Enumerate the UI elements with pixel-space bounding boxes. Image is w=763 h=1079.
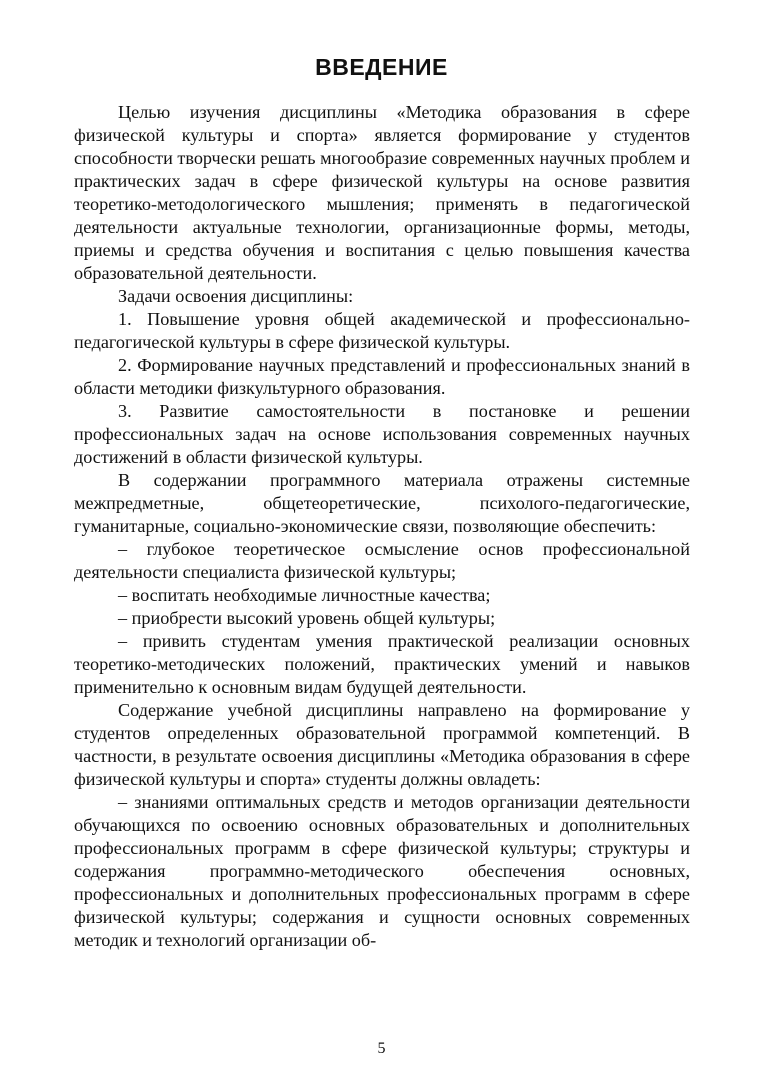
page-title: ВВЕДЕНИЕ — [315, 54, 448, 80]
paragraph: Целью изучения дисциплины «Методика образования в сфере физической культуры и спорта» является формирование у студентов способности творчески решать многообразие современных научных проблем и практических задач в сфере физической культуры на основе развития теоретико-методологического мышления; применять в педагогической деятельности актуальные технологии, организационные формы, методы, приемы и средства обучения и воспитания с целью повышения качества образовательной деятельности. — [74, 102, 690, 283]
list-item: – глубокое теоретическое осмысление основ профессиональной деятельности специалиста физической культуры; — [74, 539, 690, 582]
list-item: – привить студентам умения практической реализации основных теоретико-методических положений, практических умений и навыков применительно к основным видам будущей деятельности. — [74, 631, 690, 697]
list-item: – приобрести высокий уровень общей культуры; — [118, 608, 496, 628]
page-number: 5 — [377, 1040, 386, 1057]
paragraph: Содержание учебной дисциплины направлено на формирование у студентов определенных образовательной программой компетенций. В частности, в результате освоения дисциплины «Методика образования в сфере физической культуры и спорта» студенты должны овладеть: — [74, 700, 690, 789]
list-item: 2. Формирование научных представлений и профессиональных знаний в области методики физкультурного образования. — [74, 355, 690, 398]
paragraph: Задачи освоения дисциплины: — [118, 286, 354, 306]
list-item: – воспитать необходимые личностные качества; — [118, 585, 491, 605]
list-item: – знаниями оптимальных средств и методов организации деятельности обучающихся по освоению основных образовательных и дополнительных профессиональных программ в сфере физической культуры; структуры и содержания программно-методического обеспечения основных, профессиональных и дополнительных профессиональных программ в сфере физической культуры; содержания и сущности основных современных методик и технологий организации об- — [74, 792, 690, 950]
paragraph: В содержании программного материала отражены системные межпредметные, общетеоретические, психолого-педагогические, гуманитарные, социально-экономические связи, позволяющие обеспечить: — [74, 470, 690, 536]
list-item: 3. Развитие самостоятельности в постановке и решении профессиональных задач на основе использования современных научных достижений в области физической культуры. — [74, 401, 690, 467]
list-item: 1. Повышение уровня общей академической и профессионально-педагогической культуры в сфере физической культуры. — [74, 309, 690, 352]
document-body — [74, 101, 690, 952]
